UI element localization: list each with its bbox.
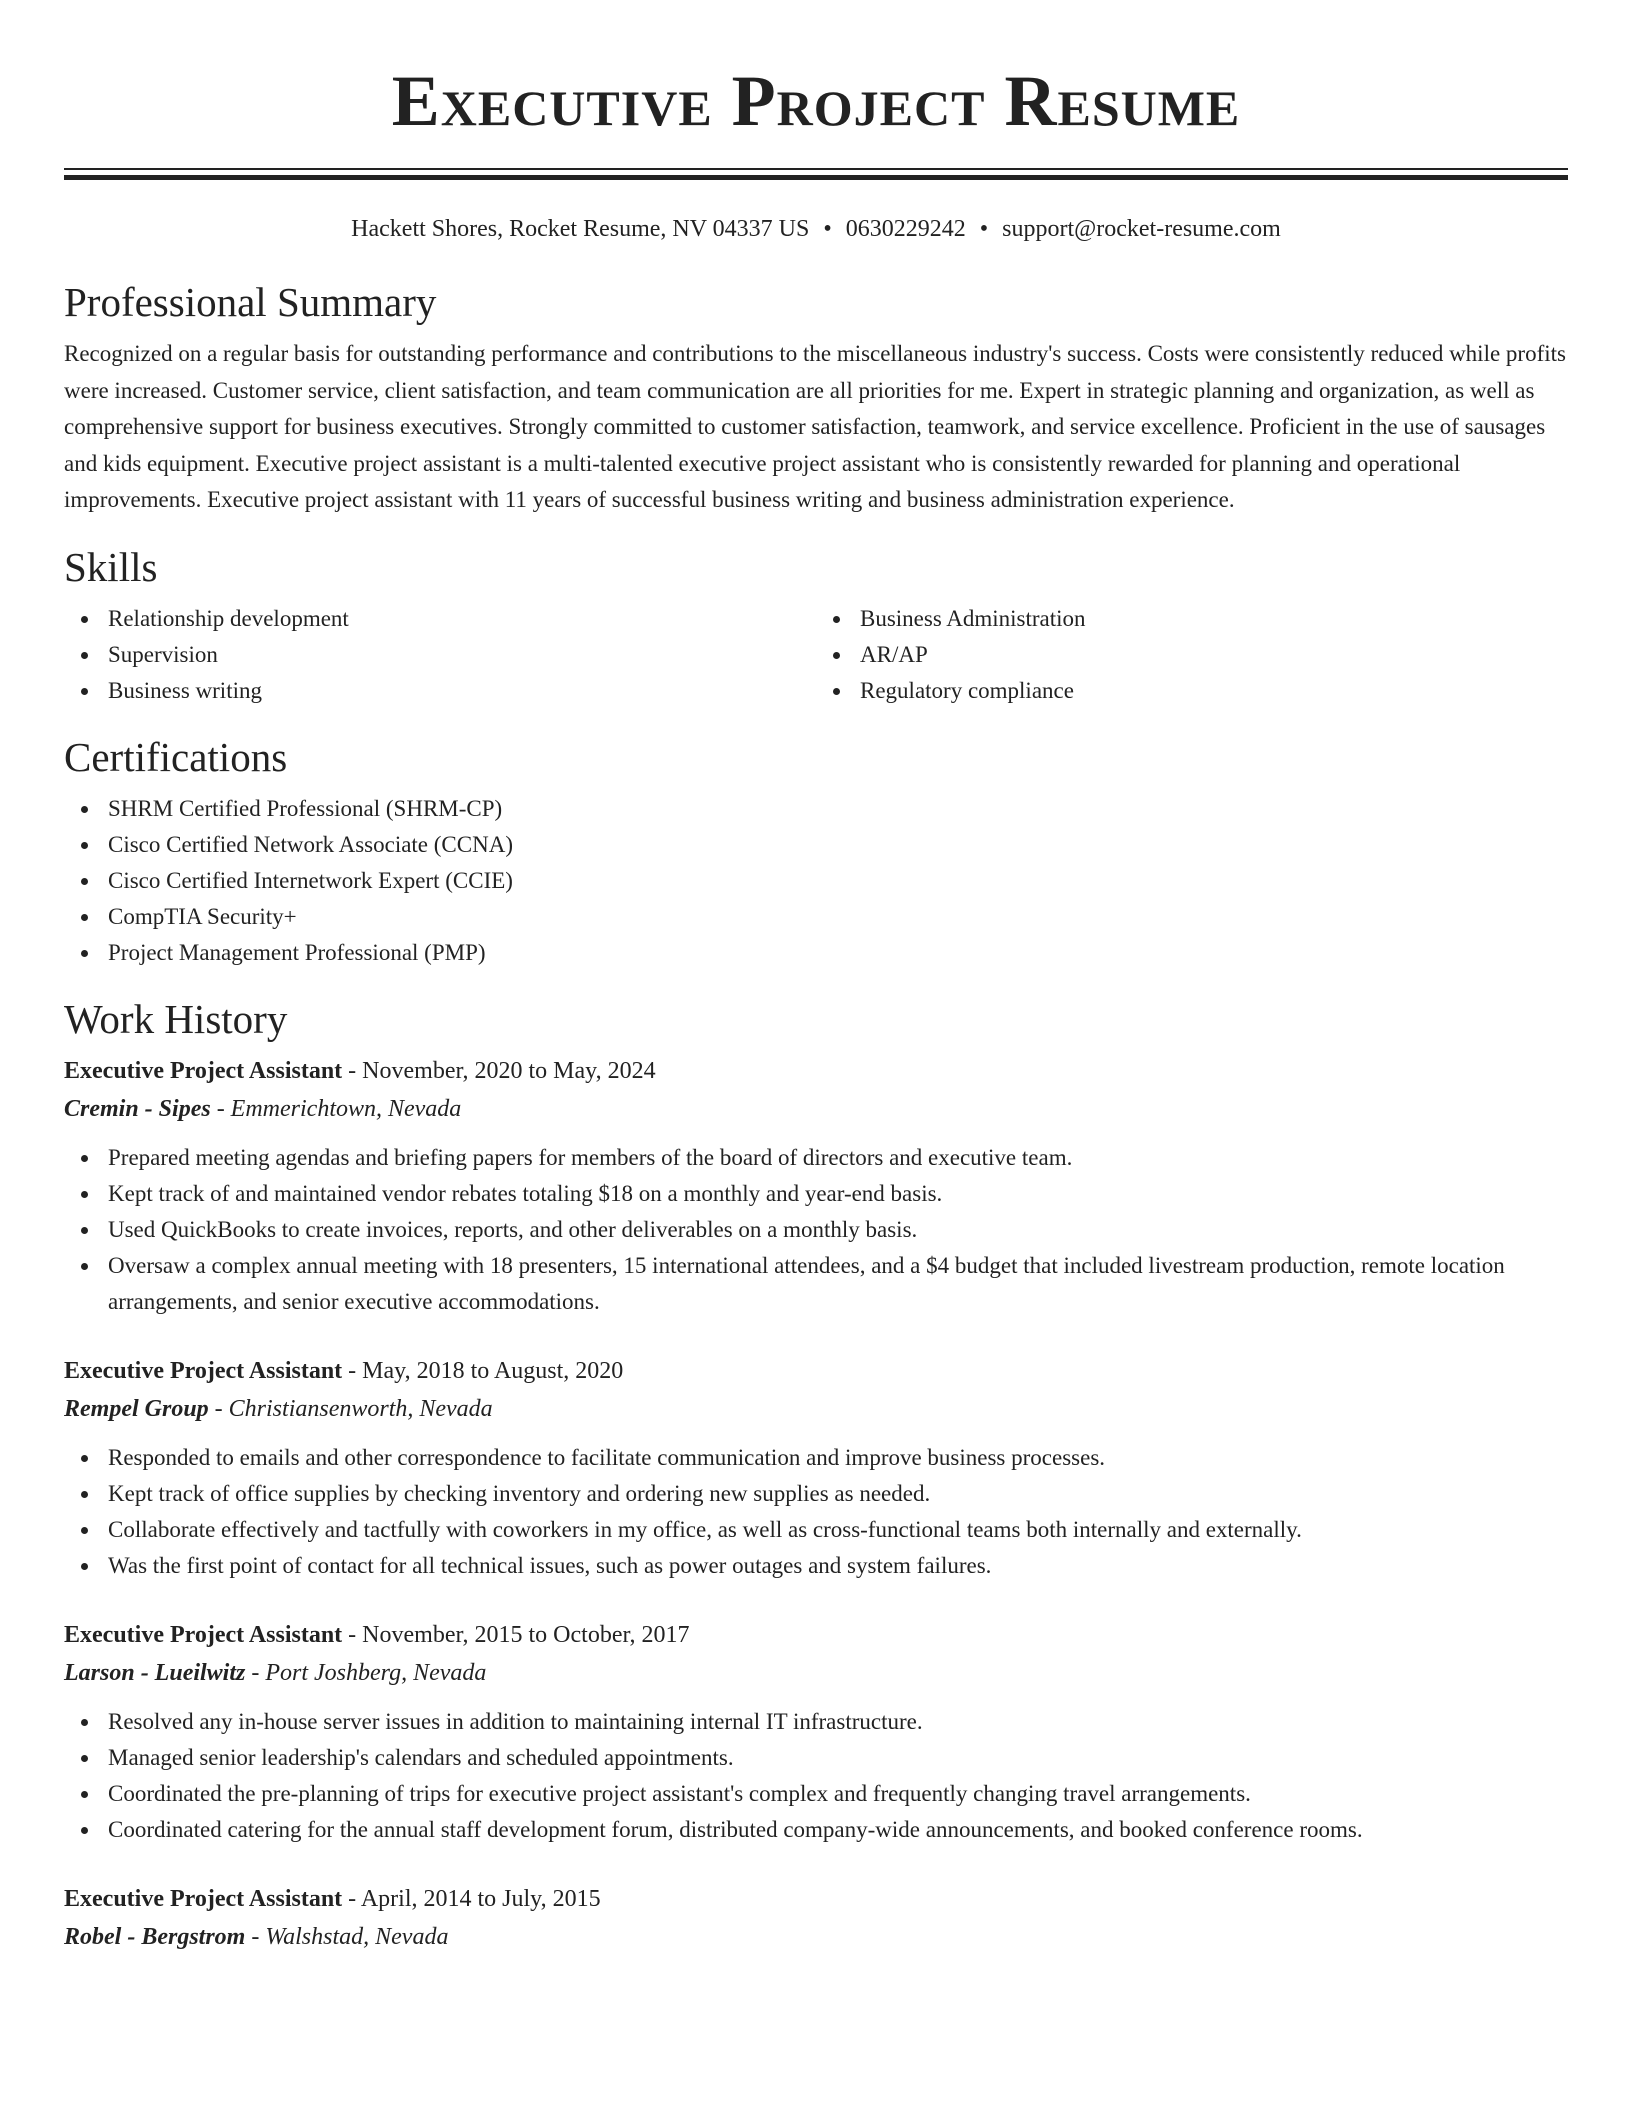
job-dates: - November, 2015 to October, 2017 [342, 1621, 690, 1648]
job-title-line [64, 1052, 1568, 1090]
contact-address: Hackett Shores, Rocket Resume, NV 04337 US [351, 216, 810, 242]
contact-line [64, 214, 1568, 244]
company-line [64, 1654, 1568, 1692]
skill-item: Regulatory compliance [816, 673, 1568, 709]
job-bullet: Kept track of office supplies by checking inventory and ordering new supplies as needed. [64, 1476, 1568, 1512]
job-entry [64, 1880, 1568, 1956]
certification-item: Project Management Professional (PMP) [64, 935, 1568, 971]
job-bullet: Oversaw a complex annual meeting with 18 presenters, 15 international attendees, and a $4 budget that included livestream production, remote location arrangements, and senior executive accommodations. [64, 1248, 1568, 1320]
skill-item: Relationship development [64, 601, 816, 637]
company-name: Robel - Bergstrom [64, 1923, 246, 1950]
job-title-line [64, 1352, 1568, 1390]
skill-item: Supervision [64, 637, 816, 673]
summary-text: Recognized on a regular basis for outstanding performance and contributions to the miscellaneous industry's success. Costs were consistently reduced while profits were increased. Customer service, client satisfaction, and team communication are all priorities for me. Expert in strategic planning and organization, as well as comprehensive support for business executives. Strongly committed to customer satisfaction, teamwork, and service excellence. Proficient in the use of sausages and kids equipment. Executive project assistant is a multi-talented executive project assistant who is consistently rewarded for planning and operational improvements. Executive project assistant with 11 years of successful business writing and business administration experience. [64, 341, 1566, 512]
skills-column-right [816, 601, 1568, 709]
company-location: - Christiansenworth, Nevada [208, 1395, 493, 1422]
skills-grid [64, 601, 1568, 709]
skills-heading: Skills [64, 543, 158, 590]
certification-item: Cisco Certified Internetwork Expert (CCIE) [64, 863, 1568, 899]
job-dates: - April, 2014 to July, 2015 [342, 1885, 601, 1912]
certifications-list [64, 791, 1568, 971]
job-bullet: Coordinated the pre-planning of trips for executive project assistant's complex and frequently changing travel arrangements. [64, 1776, 1568, 1812]
company-name: Cremin - Sipes [64, 1095, 211, 1122]
contact-separator: • [823, 216, 832, 242]
job-entry [64, 1616, 1568, 1848]
job-entry [64, 1052, 1568, 1320]
resume-title: Executive Project Resume [391, 61, 1241, 141]
job-bullet: Kept track of and maintained vendor rebates totaling $18 on a monthly and year-end basis. [64, 1176, 1568, 1212]
skill-item: Business writing [64, 673, 816, 709]
skills-list-left [64, 601, 816, 709]
company-location: - Port Joshberg, Nevada [245, 1659, 487, 1686]
certifications-heading: Certifications [64, 733, 288, 780]
resume-content [64, 0, 1568, 1956]
job-bullets [64, 1440, 1568, 1584]
job-bullets [64, 1704, 1568, 1848]
certification-item: Cisco Certified Network Associate (CCNA) [64, 827, 1568, 863]
job-title-line [64, 1616, 1568, 1654]
title-divider-thin [64, 168, 1568, 170]
job-dates: - May, 2018 to August, 2020 [342, 1357, 624, 1384]
company-name: Rempel Group [64, 1395, 209, 1422]
job-bullet: Was the first point of contact for all technical issues, such as power outages and system failures. [64, 1548, 1568, 1584]
job-bullet: Managed senior leadership's calendars and scheduled appointments. [64, 1740, 1568, 1776]
job-bullet: Coordinated catering for the annual staff development forum, distributed company-wide announcements, and booked conference rooms. [64, 1812, 1568, 1848]
company-line [64, 1918, 1568, 1956]
job-entry [64, 1352, 1568, 1584]
job-title: Executive Project Assistant [64, 1885, 343, 1912]
company-name: Larson - Lueilwitz [64, 1659, 246, 1686]
certification-item: CompTIA Security+ [64, 899, 1568, 935]
job-title-line [64, 1880, 1568, 1918]
company-location: - Walshstad, Nevada [245, 1923, 449, 1950]
job-title: Executive Project Assistant [64, 1057, 343, 1084]
skills-column-left [64, 601, 816, 709]
job-bullet: Used QuickBooks to create invoices, reports, and other deliverables on a monthly basis. [64, 1212, 1568, 1248]
skill-item: Business Administration [816, 601, 1568, 637]
company-line [64, 1090, 1568, 1128]
company-line [64, 1390, 1568, 1428]
job-bullet: Prepared meeting agendas and briefing papers for members of the board of directors and executive team. [64, 1140, 1568, 1176]
contact-phone: 0630229242 [845, 216, 966, 242]
company-location: - Emmerichtown, Nevada [210, 1095, 462, 1122]
job-title: Executive Project Assistant [64, 1621, 343, 1648]
certification-item: SHRM Certified Professional (SHRM-CP) [64, 791, 1568, 827]
skills-list-right [816, 601, 1568, 709]
title-divider-thick [64, 175, 1568, 180]
skill-item: AR/AP [816, 637, 1568, 673]
job-title: Executive Project Assistant [64, 1357, 343, 1384]
summary-heading: Professional Summary [64, 279, 437, 325]
job-dates: - November, 2020 to May, 2024 [342, 1057, 656, 1084]
job-bullets [64, 1140, 1568, 1320]
job-bullet: Responded to emails and other correspondence to facilitate communication and improve business processes. [64, 1440, 1568, 1476]
job-bullet: Resolved any in-house server issues in addition to maintaining internal IT infrastructure. [64, 1704, 1568, 1740]
contact-separator: • [979, 216, 989, 242]
work-history-heading: Work History [64, 995, 288, 1042]
contact-email: support@rocket-resume.com [1002, 216, 1281, 242]
job-bullet: Collaborate effectively and tactfully with coworkers in my office, as well as cross-functional teams both internally and externally. [64, 1512, 1568, 1548]
